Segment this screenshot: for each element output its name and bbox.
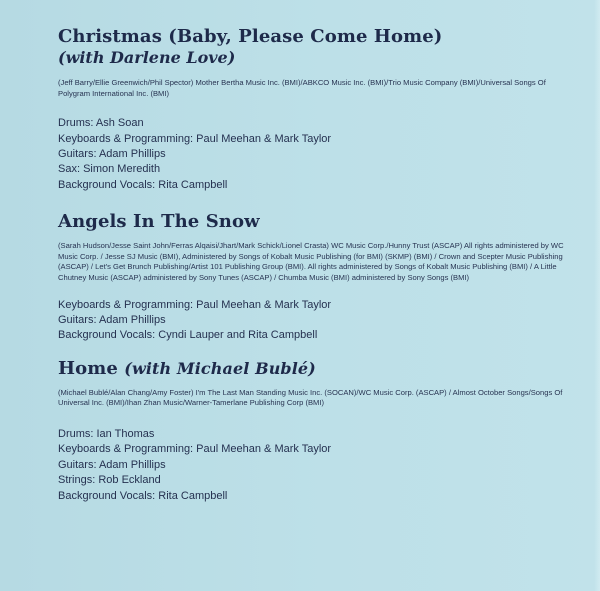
song-title-text: Angels In The Snow [58, 211, 260, 233]
song-title-text: Christmas (Baby, Please Come Home) [58, 26, 443, 47]
song-home [58, 358, 578, 504]
personnel-item: Drums: Ash Soan [58, 117, 144, 130]
song-title-text: Home [58, 357, 118, 379]
personnel-item: Keyboards & Programming: Paul Meehan & Mark Taylor [58, 443, 332, 456]
song-title [58, 211, 578, 233]
song-christmas-baby-please-come-home [58, 26, 578, 193]
personnel-item: Keyboards & Programming: Paul Meehan & Mark Taylor [58, 298, 332, 311]
personnel-item: Drums: Ian Thomas [58, 428, 155, 440]
personnel-item: Sax: Simon Meredith [58, 163, 161, 176]
personnel-item: Strings: Rob Eckland [58, 474, 161, 487]
personnel-item: Guitars: Adam Phillips [58, 458, 166, 471]
publishing-credits: (Michael Bublé/Alan Chang/Amy Foster) I'm The Last Man Standing Music Inc. (SOCAN)/WC Music Corp. (ASCAP) / Almost October Songs/Songs Of Universal Inc. (BMI)/Ihan Zhan Music/Warner-Tamerlane Publishing Corp (BMI) [58, 387, 563, 408]
liner-notes-content [58, 18, 578, 504]
personnel-item: Background Vocals: Rita Campbell [58, 178, 228, 191]
song-featuring: (with Michael Bublé) [124, 358, 316, 378]
song-title [58, 26, 578, 48]
publishing-credits: (Sarah Hudson/Jesse Saint John/Ferras Alqaisi/Jhart/Mark Schick/Lionel Crasta) WC Music Corp./Hunny Trust (ASCAP) All rights administered by WC Music Corp. / Jesse SJ Music (BMI), Administered by Songs of Kobalt Music Publishing (for BMI) (SKMP) (BMI) / Crown and Scepter Music Publishing (ASCAP) / Let's Get Brunch Publishing/Artist 101 Publishing Group (BMI). All rights administered by Songs of Kobalt Music Publishing (BMI) / A Little Chutney Music (ASCAP) administered by Sony Tunes (ASCAP) / Chumba Music (BMI) administered by Sony Songs (BMI) [58, 241, 564, 282]
publishing-credits: (Jeff Barry/Ellie Greenwich/Phil Spector) Mother Bertha Music Inc. (BMI)/ABKCO Music Inc. (BMI)/Trio Music Company (BMI)/Universal Songs Of Polygram International Inc. (BMI) [58, 78, 546, 98]
personnel-item: Guitars: Adam Phillips [58, 314, 166, 326]
personnel-item: Keyboards & Programming: Paul Meehan & Mark Taylor [58, 132, 332, 145]
personnel-list [58, 116, 578, 193]
song-title [58, 358, 578, 380]
personnel-list [58, 427, 578, 504]
personnel-item: Background Vocals: Cyndi Lauper and Rita Campbell [58, 329, 318, 342]
song-featuring: (with Darlene Love) [58, 48, 236, 67]
song-angels-in-the-snow [58, 211, 578, 344]
personnel-item: Background Vocals: Rita Campbell [58, 489, 228, 502]
personnel-item: Guitars: Adam Phillips [58, 148, 166, 160]
personnel-list [58, 298, 578, 344]
